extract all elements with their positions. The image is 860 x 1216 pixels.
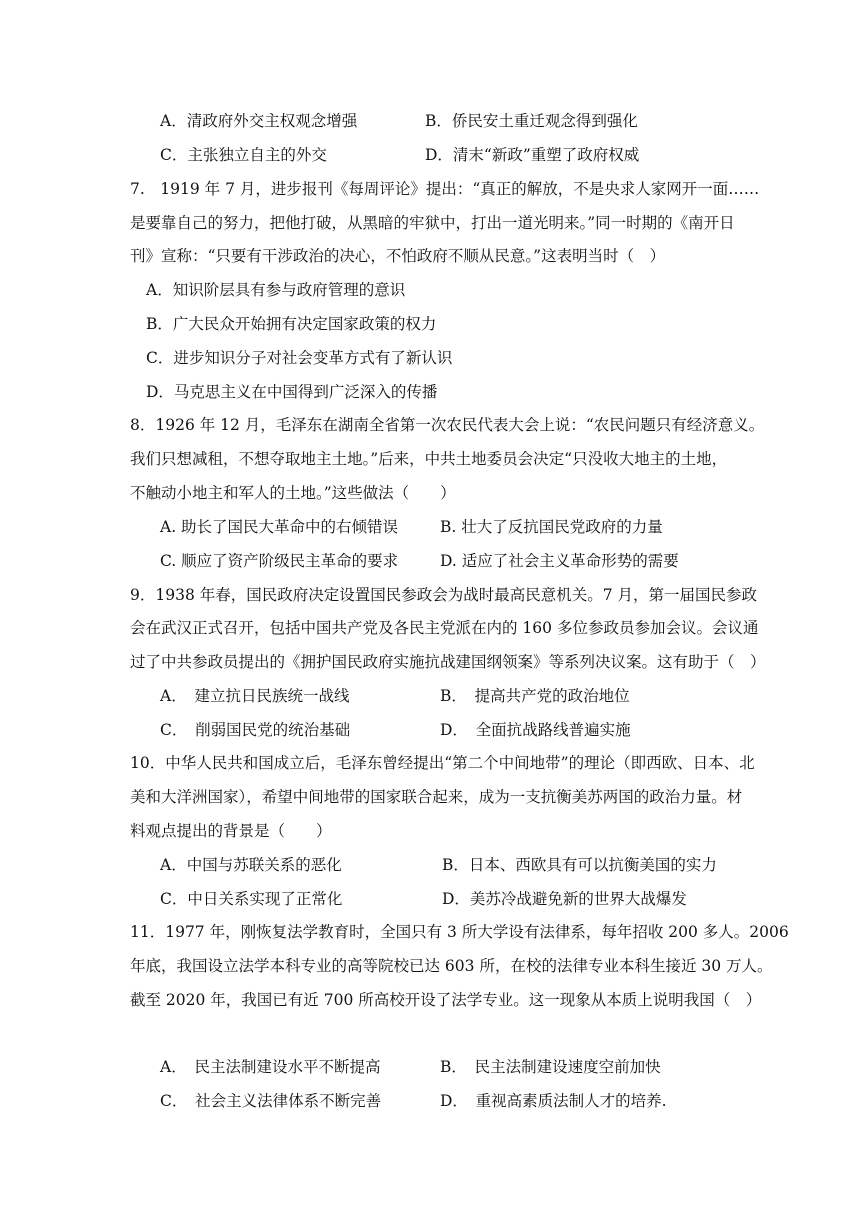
q9-option-d: D． 全面抗战路线普遍实施	[440, 721, 631, 739]
q6-option-c: C．主张独立自主的外交	[160, 146, 327, 164]
q9-option-a: A． 建立抗日民族统一战线	[160, 687, 350, 705]
q11-option-a: A． 民主法制建设水平不断提高	[160, 1058, 381, 1076]
q11-stem-line-1: 11．1977 年，刚恢复法学教育时，全国只有 3 所大学设有法律系，每年招收 200 多人。2006	[130, 923, 789, 941]
q8-option-d: D. 适应了社会主义革命形势的需要	[440, 552, 679, 570]
q9-option-c: C． 削弱国民党的统治基础	[160, 721, 351, 739]
q11-option-d: D． 重视高素质法制人才的培养.	[440, 1092, 667, 1110]
q10-stem-line-1: 10．中华人民共和国成立后，毛泽东曾经提出“第二个中间地带”的理论（即西欧、日本、北	[130, 754, 755, 772]
q9-option-b: B． 提高共产党的政治地位	[440, 687, 630, 705]
q9-stem-line-3: 过了中共参政员提出的《拥护国民政府实施抗战建国纲领案》等系列决议案。这有助于（ ）	[130, 653, 766, 671]
q7-stem-line-3: 刊》宣称：“只要有干涉政治的决心，不怕政府不顺从民意。”这表明当时（ ）	[130, 247, 666, 265]
q10-stem-line-3: 料观点提出的背景是（ ）	[130, 822, 332, 840]
q6-option-a: A．清政府外交主权观念增强	[160, 112, 358, 130]
q7-option-c: C．进步知识分子对社会变革方式有了新认识	[146, 349, 453, 367]
q6-option-d: D．清末“新政”重塑了政府权威	[425, 146, 640, 164]
q11-option-b: B． 民主法制建设速度空前加快	[440, 1058, 661, 1076]
q8-stem-line-1: 8．1926 年 12 月，毛泽东在湖南全省第一次农民代表大会上说：“农民问题只有经济意义。	[130, 416, 765, 434]
q10-option-d: D．美苏冷战避免新的世界大战爆发	[442, 890, 687, 908]
q10-option-c: C．中日关系实现了正常化	[160, 890, 343, 908]
q7-option-d: D．马克思主义在中国得到广泛深入的传播	[146, 383, 438, 401]
q10-option-a: A．中国与苏联关系的恶化	[160, 856, 342, 874]
q8-option-a: A. 助长了国民大革命中的右倾错误	[160, 518, 399, 536]
q11-stem-line-2: 年底，我国设立法学本科专业的高等院校已达 603 所，在校的法律专业本科生接近 30 万人。	[130, 957, 773, 975]
q7-stem-line-2: 是要靠自己的努力，把他打破，从黑暗的牢狱中，打出一道光明来。”同一时期的《南开日	[130, 214, 735, 232]
q10-stem-line-2: 美和大洋洲国家），希望中间地带的国家联合起来，成为一支抗衡美苏两国的政治力量。材	[130, 788, 743, 806]
q11-option-c: C． 社会主义法律体系不断完善	[160, 1092, 382, 1110]
q6-option-b: B．侨民安土重迁观念得到强化	[425, 112, 638, 130]
q9-stem-line-2: 会在武汉正式召开，包括中国共产党及各民主党派在内的 160 多位参政员参加会议。会议通	[130, 619, 759, 637]
q10-option-b: B．日本、西欧具有可以抗衡美国的实力	[442, 856, 717, 874]
q8-stem-line-3: 不触动小地主和军人的土地。”这些做法（ ）	[130, 484, 456, 502]
q8-option-b: B. 壮大了反抗国民党政府的力量	[440, 518, 663, 536]
q8-option-c: C. 顺应了资产阶级民主革命的要求	[160, 552, 399, 570]
q7-option-a: A．知识阶层具有参与政府管理的意识	[146, 281, 406, 299]
q11-stem-line-3: 截至 2020 年，我国已有近 700 所高校开设了法学专业。这一现象从本质上说明我国（ ）	[130, 991, 762, 1009]
q7-stem-line-1: 7. 1919 年 7 月，进步报刊《每周评论》提出：“真正的解放，不是央求人家网开一面……	[130, 180, 760, 198]
q9-stem-line-1: 9．1938 年春，国民政府决定设置国民参政会为战时最高民意机关。7 月，第一届国民参政	[130, 586, 758, 604]
q8-stem-line-2: 我们只想减租，不想夺取地主土地。”后来，中共土地委员会决定“只没收大地主的土地，	[130, 450, 728, 468]
q7-option-b: B．广大民众开始拥有决定国家政策的权力	[146, 315, 437, 333]
